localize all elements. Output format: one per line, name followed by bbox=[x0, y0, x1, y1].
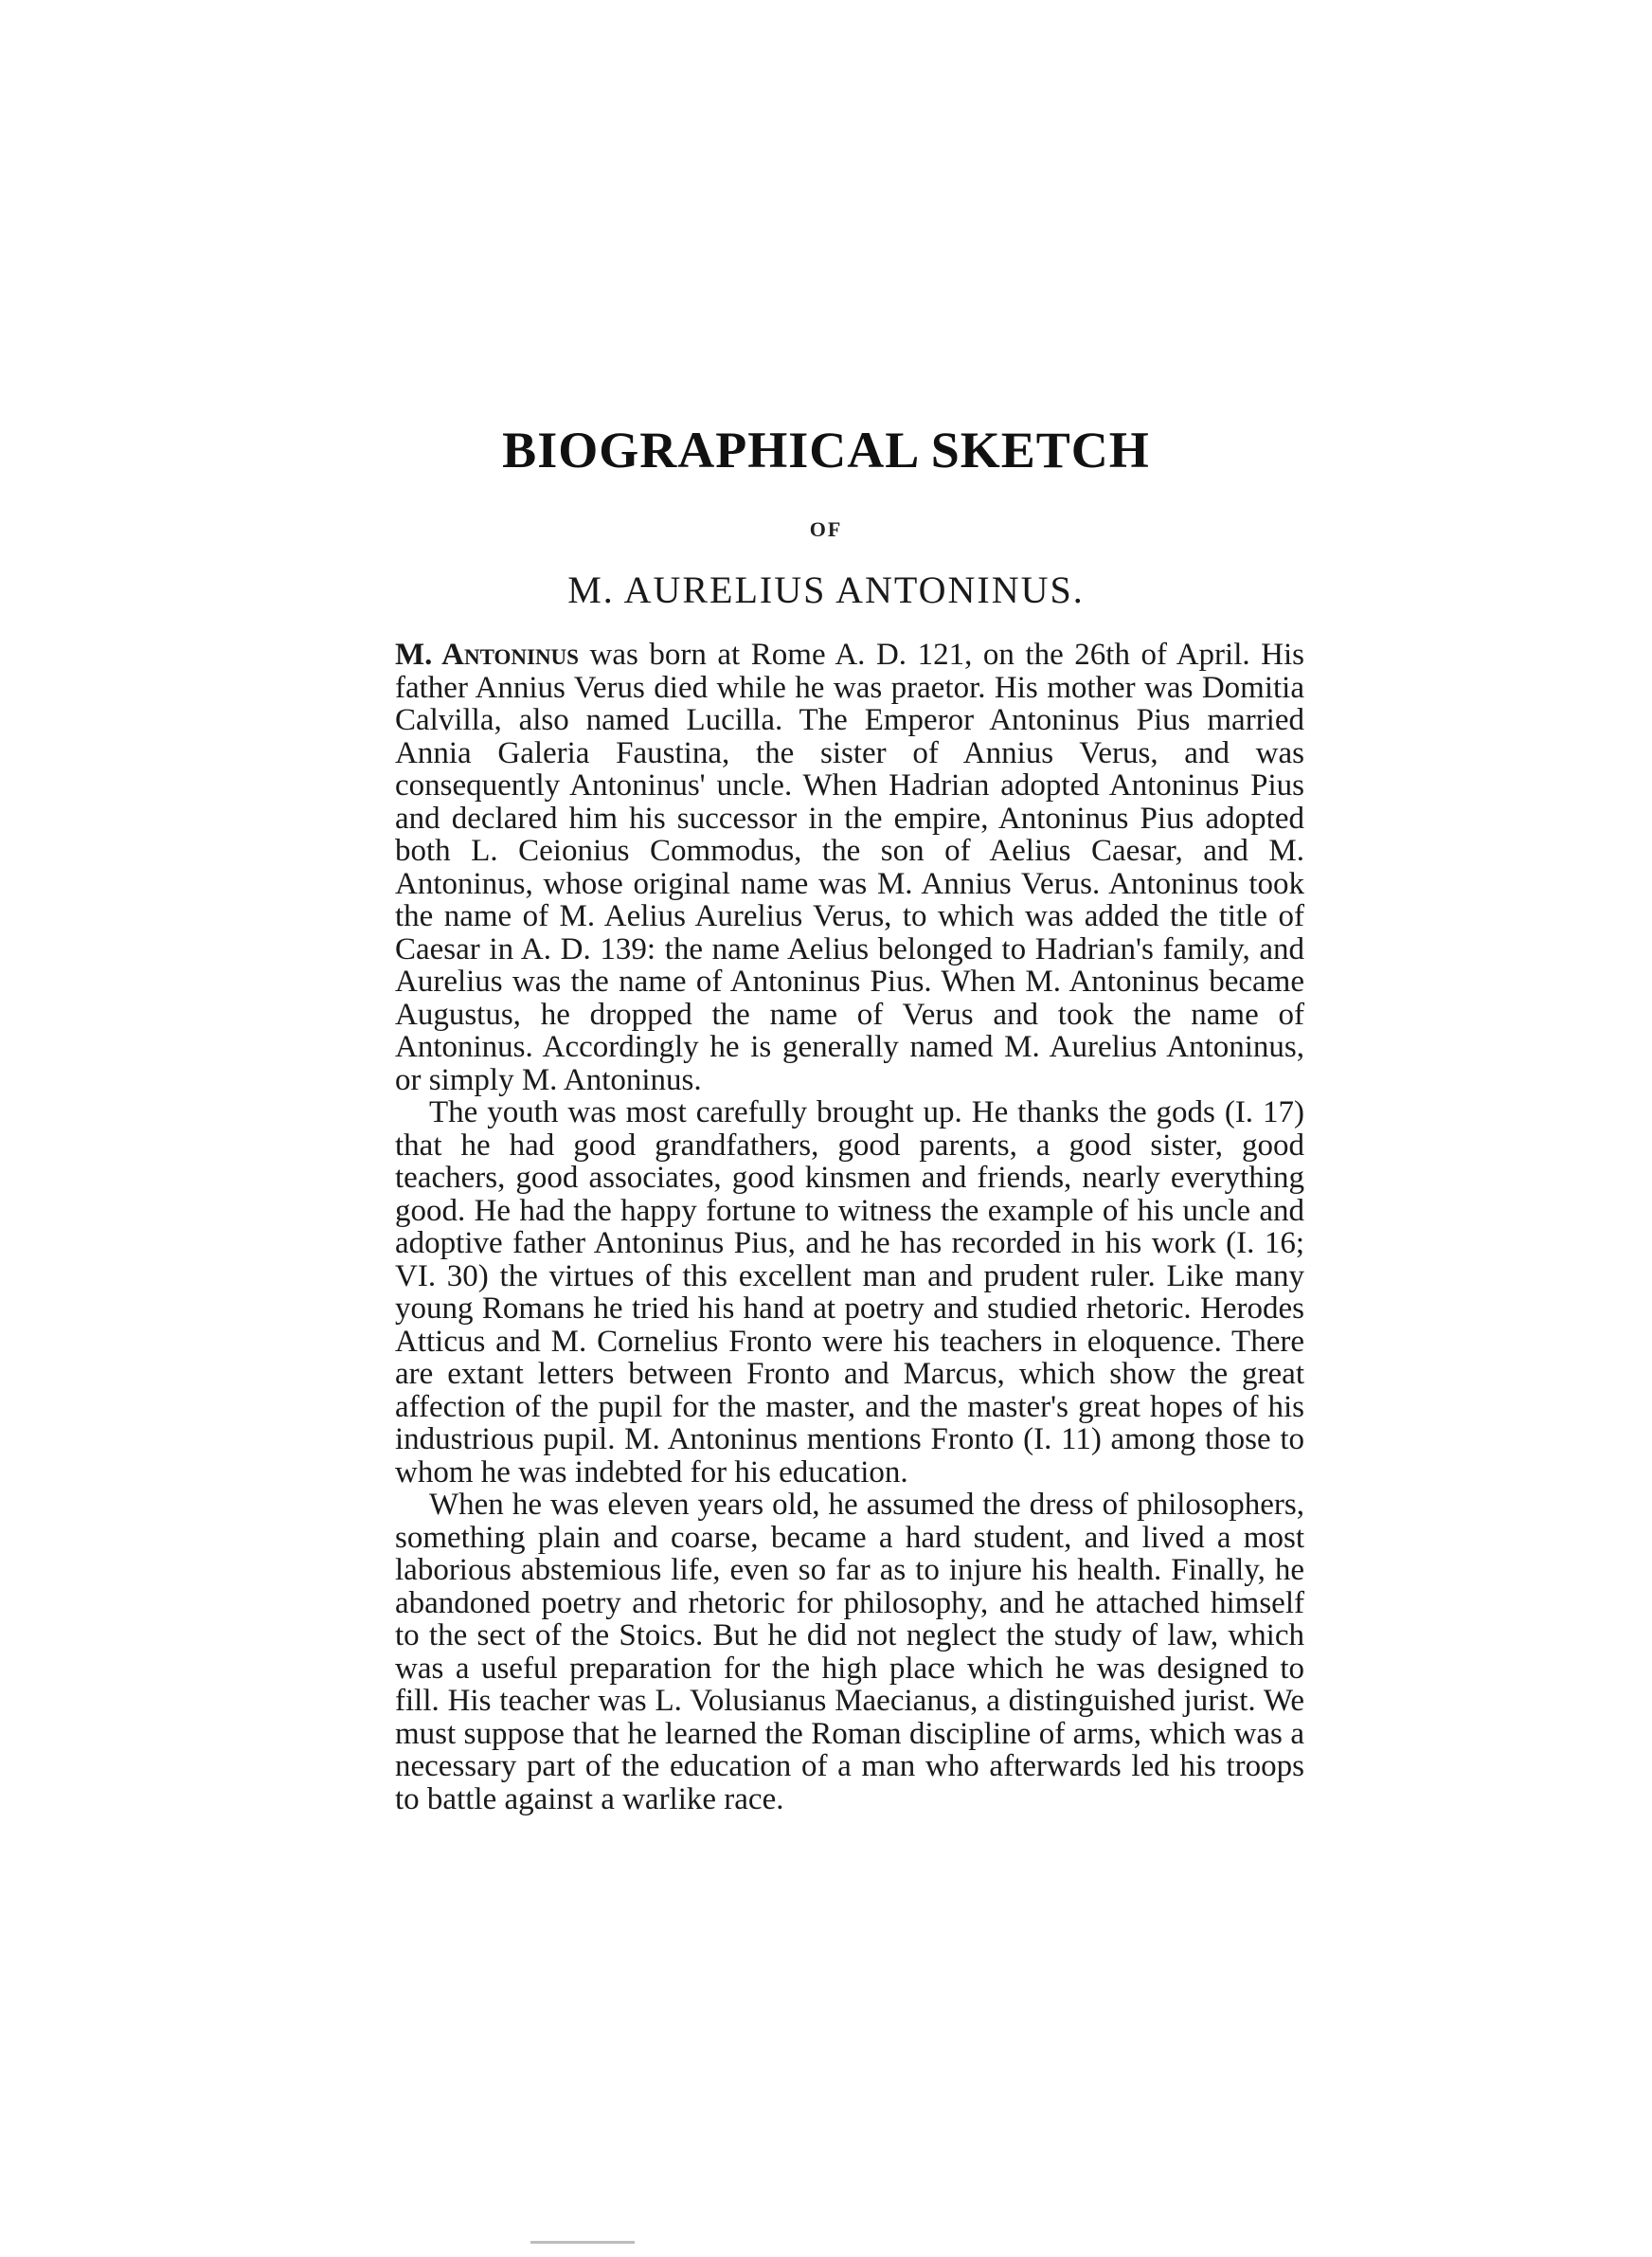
subject-heading: M. AURELIUS ANTONINUS. bbox=[567, 569, 1085, 611]
paragraph-3: When he was eleven years old, he assumed the dress of philosophers, something plain and coarse, became a hard student, and lived a most laborious abstemious life, even so far as to injure his health. Finally, he abandoned poetry and rhetoric for philosophy, and he attached himself to the sect of the Stoics. But he did not neglect the study of law, which was a useful preparation for the high place which he was designed to fill. His teacher was L. Volusianus Maecianus, a distinguished jurist. We must suppose that he learned the Roman discipline of arms, which was a necessary part of the education of a man who afterwards led his troops to battle against a warlike race. bbox=[395, 1488, 1304, 1816]
paragraph-1 bbox=[395, 639, 1304, 1096]
title-connector: OF bbox=[809, 517, 843, 541]
print-blot bbox=[530, 2241, 635, 2244]
body-text bbox=[395, 639, 1304, 1815]
paragraph-1-text: was born at Rome A. D. 121, on the 26th of April. His father Annius Verus died while he was praetor. His mother was Domitia Calvilla, also named Lucilla. The Emperor Antoninus Pius married Annia Galeria Faustina, the sister of Annius Verus, and was consequently Antoninus' uncle. When Hadrian adopted Antoninus Pius and declared him his successor in the empire, Antoninus Pius adopted both L. Ceionius Commodus, the son of Aelius Caesar, and M. Antoninus, whose original name was M. Annius Verus. Antoninus took the name of M. Aelius Aurelius Verus, to which was added the title of Caesar in A. D. 139: the name Aelius belonged to Hadrian's family, and Aurelius was the name of Antoninus Pius. When M. Antoninus became Augustus, he dropped the name of Verus and took the name of Antoninus. Accordingly he is generally named M. Aurelius Antoninus, or simply M. Antoninus. bbox=[395, 638, 1304, 1097]
lead-words: M. Antoninus bbox=[395, 638, 579, 672]
page-title: BIOGRAPHICAL SKETCH bbox=[502, 422, 1150, 478]
paragraph-2: The youth was most carefully brought up. He thanks the gods (I. 17) that he had good grandfathers, good parents, a good sister, good teachers, good associates, good kinsmen and friends, nearly everything good. He had the happy fortune to witness the example of his uncle and adoptive father Antoninus Pius, and he has recorded in his work (I. 16; VI. 30) the virtues of this excellent man and prudent ruler. Like many young Romans he tried his hand at poetry and studied rhetoric. Herodes Atticus and M. Cornelius Fronto were his teachers in eloquence. There are extant letters between Fronto and Marcus, which show the great affection of the pupil for the master, and the master's great hopes of his industrious pupil. M. Antoninus mentions Fronto (I. 11) among those to whom he was indebted for his education. bbox=[395, 1095, 1304, 1490]
